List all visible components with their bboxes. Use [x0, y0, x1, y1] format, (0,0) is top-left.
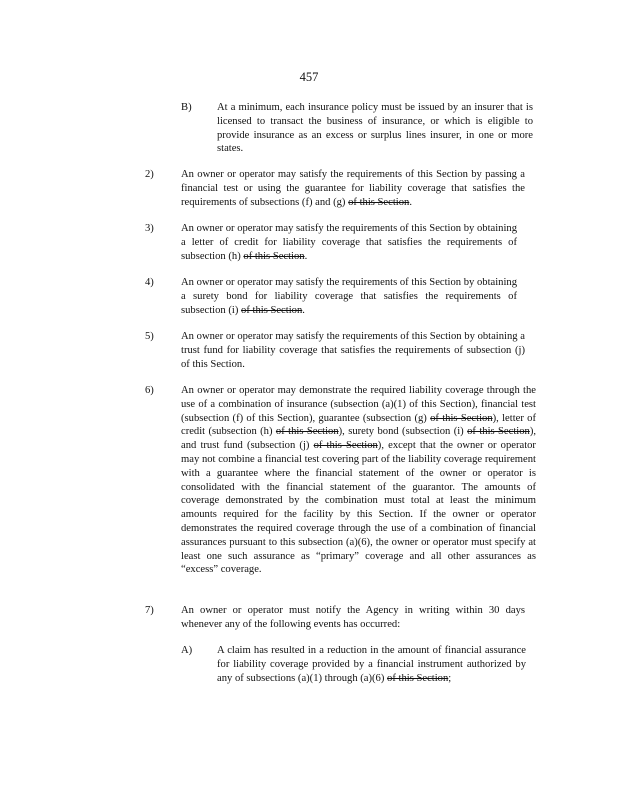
paragraph-7-label: 7) — [145, 605, 154, 616]
subitem-a-label: A) — [181, 645, 193, 656]
paragraph-3-label: 3) — [145, 223, 154, 234]
paragraph-6-body-3: ), surety bond (subsection (i) — [338, 426, 464, 438]
paragraph-4-body: An owner or operator may satisfy the requirements of this Section by obtaining a surety bond for liability coverage that satisfies the requirements of subsection (i) — [181, 277, 517, 316]
subitem-a-struck: of this Section — [387, 672, 449, 684]
subitem-b-label: B) — [181, 102, 192, 113]
paragraph-2-body: An owner or operator may satisfy the requirements of this Section by passing a financial test or using the guarantee for liability coverage that satisfies the requirements of subsections (f) and (g) — [181, 169, 525, 208]
paragraph-6-body-2: ), letter of credit (subsection (h) — [181, 412, 536, 438]
paragraph-3-struck: of this Section — [243, 250, 305, 262]
paragraph-4-text — [181, 276, 517, 317]
paragraph-5-text: An owner or operator may satisfy the requirements of this Section by obtaining a trust fund for liability coverage that satisfies the requirements of subsection (j) of this Section. — [181, 331, 525, 370]
paragraph-2-label: 2) — [145, 169, 154, 180]
paragraph-6-struck-2: of this Section — [275, 426, 339, 438]
paragraph-6-struck-1: of this Section — [430, 412, 493, 424]
paragraph-7-text: An owner or operator must notify the Agency in writing within 30 days whenever any of the following events has occurred: — [181, 605, 525, 630]
paragraph-6-label: 6) — [145, 385, 154, 396]
paragraph-3-end: . — [304, 250, 308, 262]
paragraph-6-struck-3: of this Section — [467, 426, 530, 438]
paragraph-2-struck: of this Section — [348, 196, 410, 208]
paragraph-6-body-1: An owner or operator may demonstrate the required liability coverage through the use of a combination of insurance (subsection (a)(1) of this Section), financial test (subsection (f) of this Section), guarantee (subsection (g) — [181, 385, 536, 424]
subitem-a-end: ; — [448, 672, 452, 684]
paragraph-5-label: 5) — [145, 331, 154, 342]
paragraph-4-end: . — [302, 304, 305, 316]
paragraph-3-body: An owner or operator may satisfy the requirements of this Section by obtaining a letter of credit for liability coverage that satisfies the requirements of subsection (h) — [181, 223, 517, 262]
paragraph-6-struck-4: of this Section — [313, 440, 378, 452]
subitem-a-text — [217, 644, 526, 685]
subitem-b-text: At a minimum, each insurance policy must be issued by an insurer that is licensed to transact the business of insurance, or which is eligible to provide insurance as an excess or surplus lines insurer, in one or more states. — [217, 102, 533, 155]
page-number: 457 — [299, 70, 319, 84]
paragraph-6-body-5: ), except that the owner or operator may not combine a financial test covering part of the liability coverage requirement with a guarantee where the financial statement of the owner or operator is consolidated with the financial statement of the guarantor. The amounts of coverage demonstrated by the combination must total at least the minimum amounts required for the facility by this Section. If the owner or operator demonstrates the required coverage through the use of a combination of financial assurances pursuant to this subsection (a)(6), the owner or operator must specify at least one such assurance as “primary” coverage and all other assurances as “excess” coverage. — [181, 440, 536, 576]
paragraph-4-label: 4) — [145, 277, 154, 288]
paragraph-2-end: . — [409, 196, 412, 208]
paragraph-6-text — [181, 384, 536, 577]
paragraph-2-text — [181, 168, 525, 209]
subitem-a-body: A claim has resulted in a reduction in the amount of financial assurance for liability coverage provided by a financial instrument authorized by any of subsections (a)(1) through (a)(6) — [217, 645, 526, 684]
paragraph-4-struck: of this Section — [241, 304, 303, 316]
paragraph-6-body-4: ), and trust fund (subsection (j) — [181, 426, 536, 452]
paragraph-3-text — [181, 222, 517, 263]
